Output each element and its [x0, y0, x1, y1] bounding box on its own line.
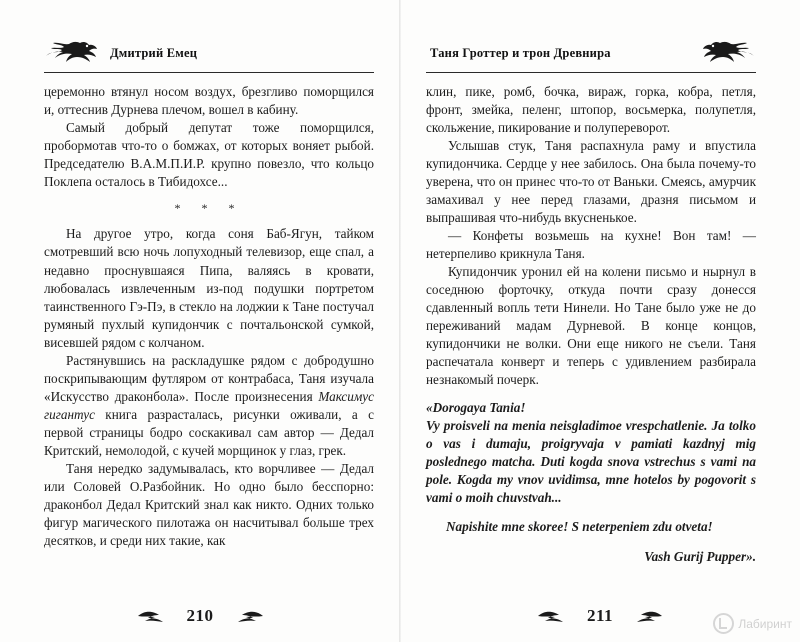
paragraph: На другое утро, когда соня Баб-Ягун, тайком смотревший всю ночь лопуходный телевизор, еще спал, а недавно проснувшаяся Пипа, валяясь в кровати, любовалась извлеченным из-под подушки портретом таинственного Гэ-Пэ, в стекло на лоджии к Тане постучал румяный пухлый купидончик с почтальонской сумкой, висевшей рядом с колчаном.	[44, 226, 374, 350]
scene-break: * * *	[174, 201, 244, 216]
header-rule	[44, 72, 374, 73]
wing-ornament-icon	[220, 607, 264, 625]
paragraph: церемонно втянул носом воздух, брезгливо поморщился и, оттеснив Дурнева плечом, вошел в кабину.	[44, 84, 374, 118]
letter-closing: Napishite mne skoree! S neterpeniem zdu otveta!	[446, 519, 713, 535]
header-rule	[426, 72, 756, 73]
wing-ornament-icon	[537, 607, 581, 625]
paragraph-with-italic: Растянувшись на раскладушке рядом с добродушно поскрипывающим футляром от контрабаса, Таня изучала «Искусство драконбола». После произнесения Максимус гигантус книга разрасталась, рисунки оживали, а с первой страницы бодро соскакивал сам автор — Дедал Критский, немолодой, с кучей морщинок у глаз, грек.	[44, 352, 374, 458]
left-folio	[0, 606, 400, 626]
paragraph: клин, пике, ромб, бочка, вираж, горка, кобра, петля, фронт, змейка, пеленг, штопор, восьмерка, полупетля, скольжение, пикирование и полупереворот.	[426, 84, 756, 136]
paragraph: Самый добрый депутат тоже поморщился, пробормотав что-то о бомжах, от которых воняет рыбой. Председателю В.А.М.П.И.Р. крупно повезло, что кольцо Поклепа осталось в Тибидохсе...	[44, 120, 374, 190]
right-running-head-title: Таня Гроттер и трон Древнира	[430, 45, 611, 60]
labirint-logo-icon	[713, 613, 734, 634]
dragon-ornament-icon	[698, 38, 756, 64]
left-running-head-title: Дмитрий Емец	[110, 45, 198, 60]
watermark	[713, 613, 792, 634]
right-page-body	[426, 83, 756, 566]
letter-salutation: «Dorogaya Tania!	[426, 400, 526, 416]
letter-block	[426, 399, 756, 566]
paragraph: Купидончик уронил ей на колени письмо и нырнул в соседнюю форточку, откуда почти сразу донесся сдавленный вопль тети Нинели. Но Тане было уже не до переживаний мадам Дурневой. В конце концов, купидончики не волки. Они еще никого не съели. Таня распечатала конверт и теперь с удивлением разбирала незнакомый почерк.	[426, 264, 756, 388]
letter-signature: Vash Gurij Pupper».	[644, 549, 756, 565]
paragraph: Таня нередко задумывалась, кто ворчливее — Дедал или Соловей О.Разбойник. Но одно было бесспорно: драконбол Дедал Критский знал как никто. Одних только фигур магического пилотажа он насчитывал больше трех десятков, и среди них такие, как	[44, 460, 374, 548]
right-running-head	[426, 36, 756, 70]
watermark-text: Лабиринт	[738, 616, 792, 631]
letter-body: Vy proisveli na menia neisgladimoe vrespchatlenie. Ja tolko o vas i dumaju, proigryvaja v pamiati kazdnyj mig poslednego matcha. Duti kogda snova vstrechus s vami na pole. Kogda my vnov uvidimsa, mne hotelos by pogovorit s vami o moih chuvstvah...	[426, 418, 756, 506]
dragon-ornament-icon	[44, 38, 102, 64]
paragraph: — Конфеты возьмешь на кухне! Вон там! — нетерпеливо крикнула Таня.	[426, 228, 756, 262]
left-page-number: 210	[186, 606, 214, 625]
italic-spell-name: Максимус гигантус	[44, 388, 374, 422]
left-running-head	[44, 36, 374, 70]
right-page-number: 211	[586, 606, 614, 625]
left-page-body	[44, 83, 374, 550]
paragraph: Услышав стук, Таня распахнула раму и впустила купидончика. Сердце у нее забилось. Она была почему-то уверена, что он принес что-то от Ваньки. Смеясь, амурчик замахивал у нее перед глазами, дразня письмом и выпрашивая что-нибудь вкусненькое.	[426, 138, 756, 226]
wing-ornament-icon	[619, 607, 663, 625]
wing-ornament-icon	[137, 607, 181, 625]
right-page	[400, 0, 800, 642]
